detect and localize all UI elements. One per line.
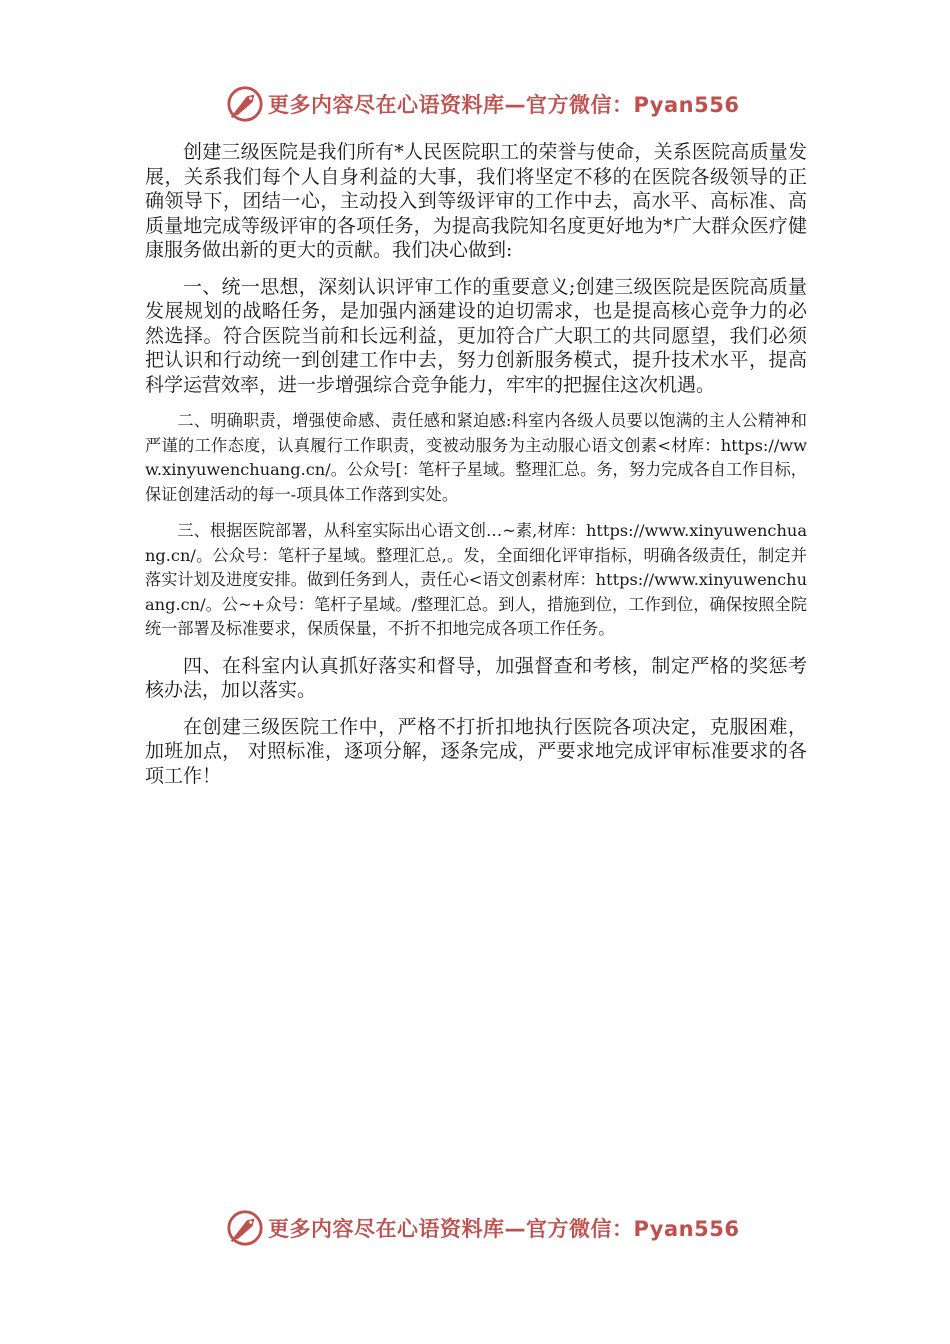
footer-banner-text: 更多内容尽在心语资料库—官方微信：Pyan556	[268, 1217, 740, 1241]
header-banner-text: 更多内容尽在心语资料库—官方微信：Pyan556	[268, 93, 740, 117]
document-body	[145, 140, 807, 800]
point-two-paragraph: 二、明确职责，增强使命感、责任感和紧迫感:科室内各级人员要以饱满的主人公精神和严谨的工作态度，认真履行工作职责，变被动服务为主动服心语文创素<材库：https://www.xinyuwenchuang.cn/。公众号[：笔杆子星域。整理汇总。务，努力完成各自工作目标，保证创建活动的每一-项具体工作落到实处。	[145, 411, 807, 504]
pen-logo-icon	[226, 1209, 264, 1247]
point-four-paragraph: 四、在科室内认真抓好落实和督导，加强督查和考核，制定严格的奖惩考核办法，加以落实。	[145, 654, 807, 701]
point-one-paragraph: 一、统一思想，深刻认识评审工作的重要意义;创建三级医院是医院高质量发展规划的战略任务，是加强内涵建设的迫切需求，也是提高核心竞争力的必然选择。符合医院当前和长远利益，更加符合广大职工的共同愿望，我们必须把认识和行动统一到创建工作中去，努力创新服务模式，提升技术水平，提高科学运营效率，进一步增强综合竞争能力，牢牢的把握住这次机遇。	[145, 275, 807, 396]
pen-logo-icon	[226, 85, 264, 123]
point-three-paragraph: 三、根据医院部署，从科室实际出心语文创…~素,材库：https://www.xinyuwenchuang.cn/。公众号：笔杆子星域。整理汇总,。发，全面细化评审指标，明确各级责任，制定并落实计划及进度安排。做到任务到人，责任心<语文创素材库：https://www.xinyuwenchuang.cn/。公~+众号：笔杆子星域。/整理汇总。到人，措施到位，工作到位，确保按照全院统一部署及标准要求，保质保量，不折不扣地完成各项工作任务。	[145, 521, 807, 638]
closing-paragraph: 在创建三级医院工作中，严格不打折扣地执行医院各项决定，克服困难，加班加点， 对照标准，逐项分解，逐条完成，严要求地完成评审标准要求的各项工作！	[145, 715, 807, 787]
footer-banner	[226, 1208, 739, 1248]
intro-paragraph: 创建三级医院是我们所有*人民医院职工的荣誉与使命，关系医院高质量发展，关系我们每个人自身利益的大事，我们将坚定不移的在医院各级领导的正确领导下，团结一心，主动投入到等级评审的工作中去，高水平、高标准、高质量地完成等级评审的各项任务，为提高我院知名度更好地为*广大群众医疗健康服务做出新的更大的贡献。我们决心做到:	[145, 141, 807, 261]
header-banner	[226, 84, 739, 124]
